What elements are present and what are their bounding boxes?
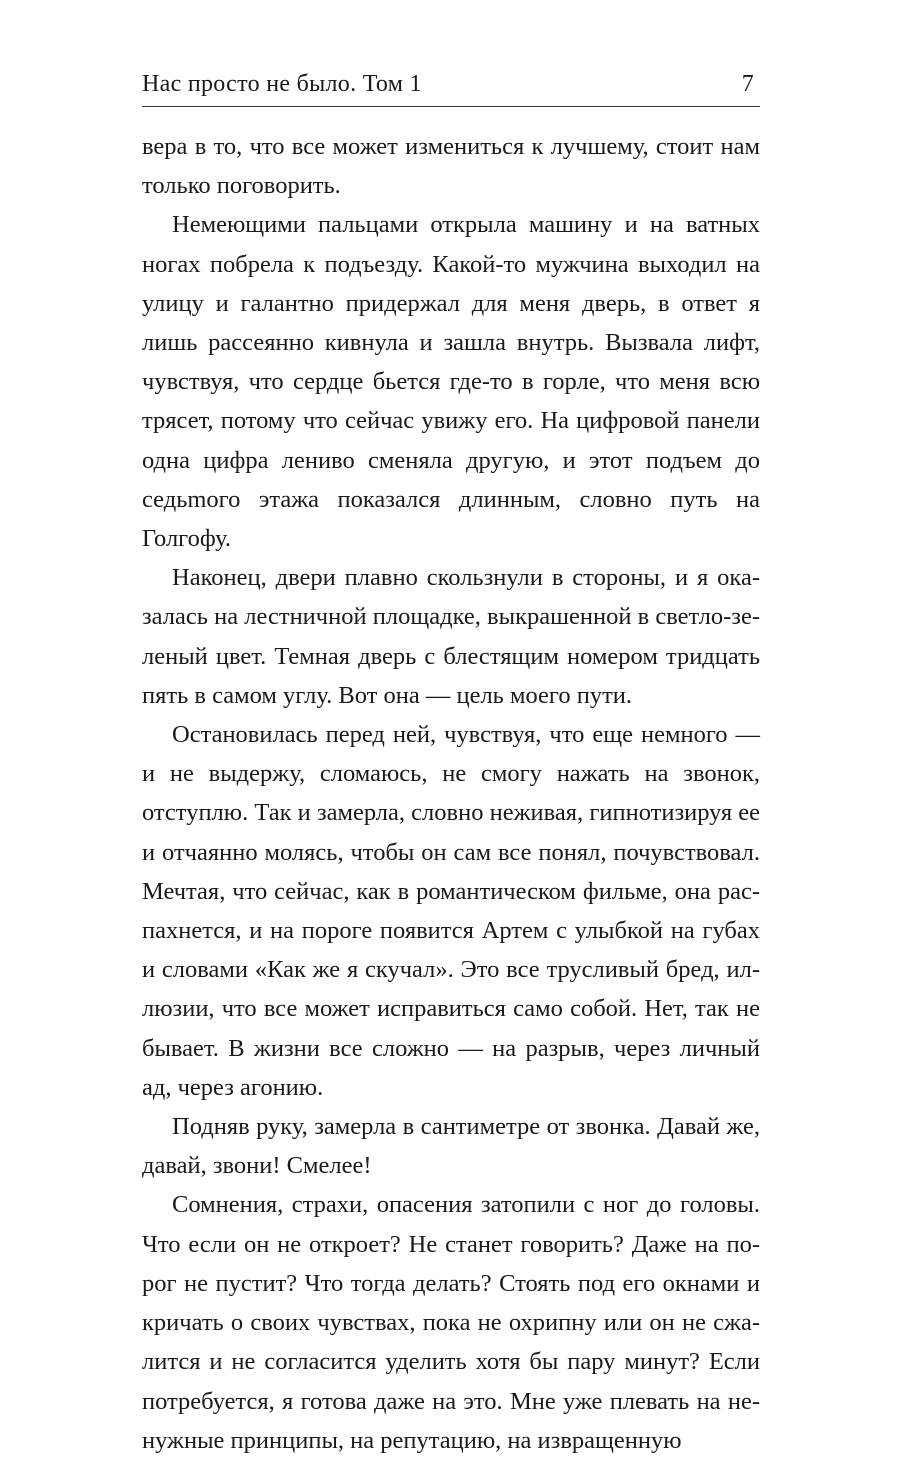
paragraph: Остановилась перед ней, чувствуя, что еще немного — и не выдержу, сломаюсь, не смогу нажать на звонок, отступлю. Так и замерла, словно неживая, гипнотизируя ее и отчаянно молясь, чтобы он сам все понял, почувствовал. Мечтая, что сейчас, как в романтическом фильме, она распахнется, и на пороге появится Артем с улыбкой на губах и словами «Как же я скучал». Это все трусливый бред, иллюзии, что все может исправиться само собой. Нет, так не бывает. В жизни все сложно — на разрыв, через личный ад, через агонию. <box>142 721 760 1101</box>
paragraph: Наконец, двери плавно скользнули в стороны, и я оказалась на лестничной площадке, выкрашенной в светло-зеленый цвет. Темная дверь с блестящим номером тридцать пять в самом углу. Вот она — цель моего пути. <box>142 564 760 709</box>
paragraph: Немеющими пальцами открыла машину и на ватных ногах побрела к подъезду. Какой-то мужчина выходил на улицу и галантно придержал для меня дверь, в ответ я лишь рассеянно кивнула и зашла внутрь. Вызвала лифт, чувствуя, что сердце бьется где-то в горле, что меня всю трясет, потому что сейчас увижу его. На цифровой панели одна цифра лениво сменяла другую, и этот подъем до седьmого этажа показался длинным, словно путь на Голгофу. <box>142 211 760 553</box>
paragraph: Подняв руку, замерла в сантиметре от звонка. Давай же, давай, звони! Смелее! <box>142 1113 760 1180</box>
paragraph: Сомнения, страхи, опасения затопили с ног до головы. Что если он не откроет? Не станет говорить? Даже на порог не пустит? Что тогда делать? Стоять под его окнами и кричать о своих чувствах, пока не охрипну или он не сжалится и не согласится уделить хотя бы пару минут? Если потребуется, я готова даже на это. Мне уже плевать на ненужные принципы, на репутацию, на извращенную <box>142 1191 760 1454</box>
running-title: Нас просто не было. Том 1 <box>142 71 422 97</box>
running-header <box>142 66 760 102</box>
paragraph: вера в то, что все может измениться к лучшему, стоит нам только поговорить. <box>142 133 760 200</box>
page-number: 7 <box>741 71 754 97</box>
header-divider <box>142 106 760 107</box>
body-text <box>142 127 760 1460</box>
